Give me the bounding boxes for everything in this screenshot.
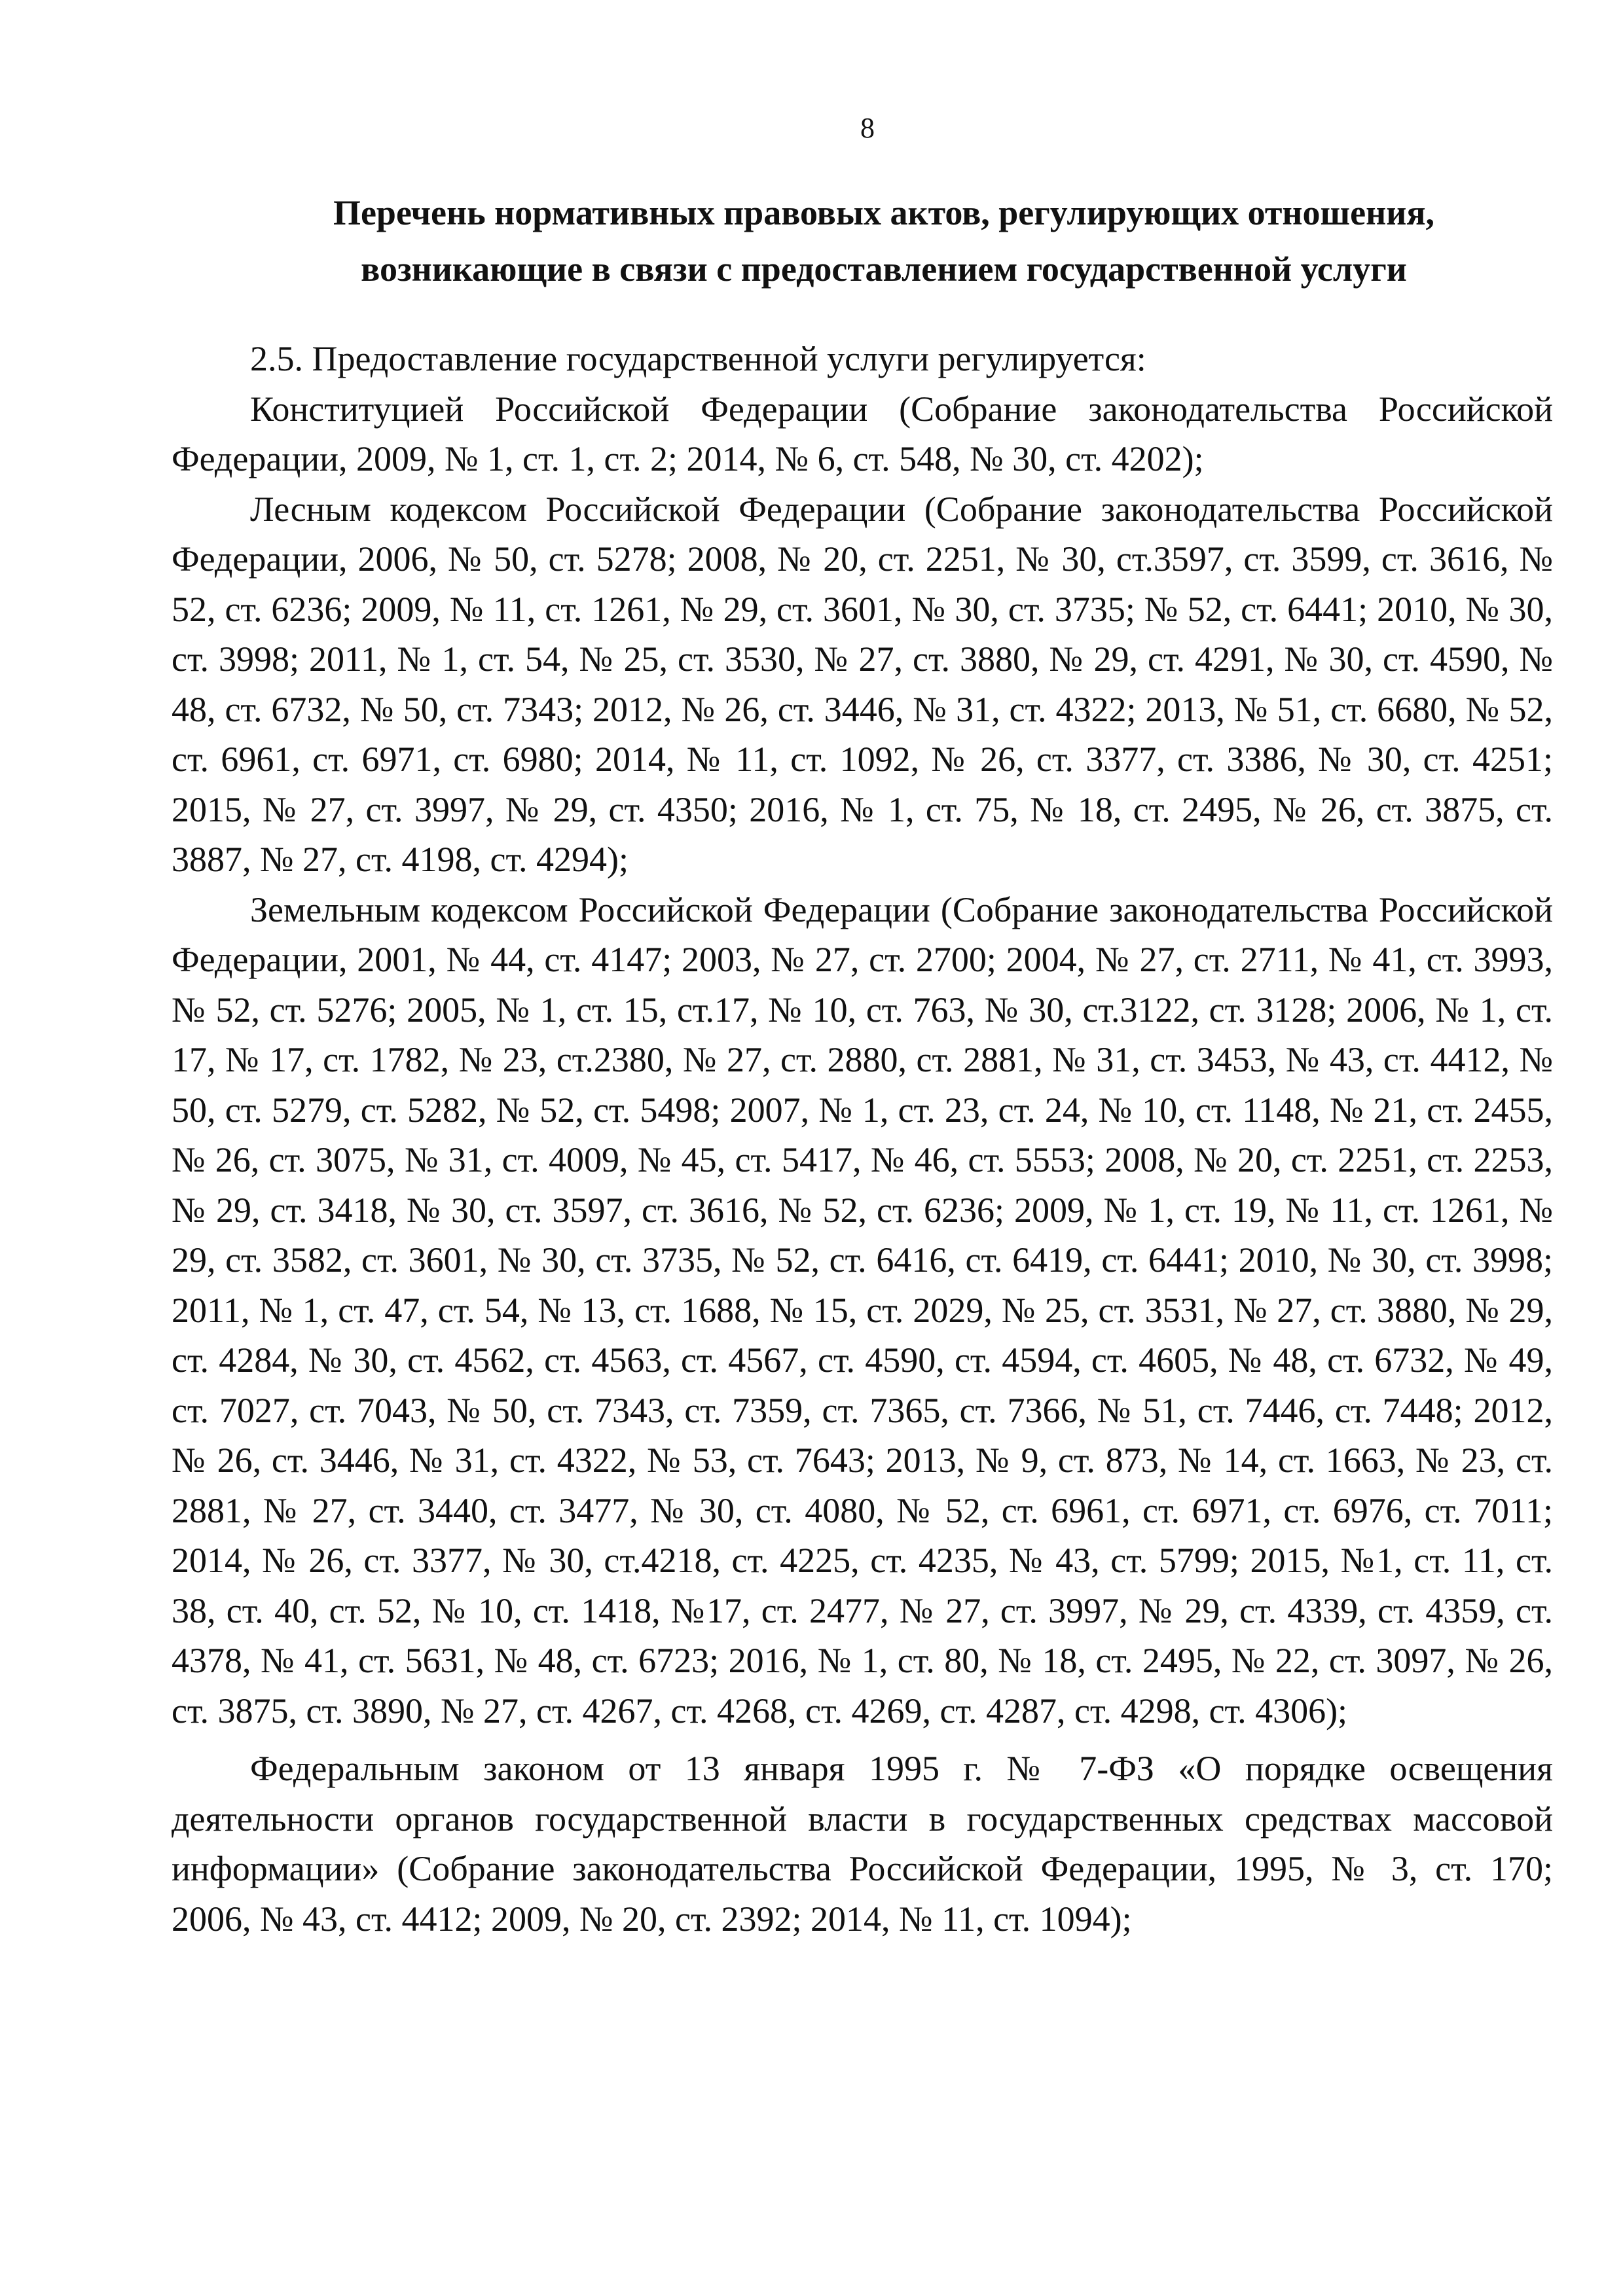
section-title-line-1: Перечень нормативных правовых актов, регулирующих отношения, <box>333 193 1435 232</box>
section-title-line-2: возникающие в связи с предоставлением государственной услуги <box>361 249 1407 289</box>
document-body <box>172 334 1553 1944</box>
land-code-paragraph: Земельным кодексом Российской Федерации (Собрание законодательства Российской Федерации, 2001, № 44, ст. 4147; 2003, № 27, ст. 2700; 2004, № 27, ст. 2711, № 41, ст. 3993, № 52, ст. 5276; 2005, № 1, ст. 15, ст.17, № 10, ст. 763, № 30, ст.3122, ст. 3128; 2006, № 1, ст. 17, № 17, ст. 1782, № 23, ст.2380, № 27, ст. 2880, ст. 2881, № 31, ст. 3453, № 43, ст. 4412, № 50, ст. 5279, ст. 5282, № 52, ст. 5498; 2007, № 1, ст. 23, ст. 24, № 10, ст. 1148, № 21, ст. 2455, № 26, ст. 3075, № 31, ст. 4009, № 45, ст. 5417, № 46, ст. 5553; 2008, № 20, ст. 2251, ст. 2253, № 29, ст. 3418, № 30, ст. 3597, ст. 3616, № 52, ст. 6236; 2009, № 1, ст. 19, № 11, ст. 1261, № 29, ст. 3582, ст. 3601, № 30, ст. 3735, № 52, ст. 6416, ст. 6419, ст. 6441; 2010, № 30, ст. 3998; 2011, № 1, ст. 47, ст. 54, № 13, ст. 1688, № 15, ст. 2029, № 25, ст. 3531, № 27, ст. 3880, № 29, ст. 4284, № 30, ст. 4562, ст. 4563, ст. 4567, ст. 4590, ст. 4594, ст. 4605, № 48, ст. 6732, № 49, ст. 7027, ст. 7043, № 50, ст. 7343, ст. 7359, ст. 7365, ст. 7366, № 51, ст. 7446, ст. 7448; 2012, № 26, ст. 3446, № 31, ст. 4322, № 53, ст. 7643; 2013, № 9, ст. 873, № 14, ст. 1663, № 23, ст. 2881, № 27, ст. 3440, ст. 3477, № 30, ст. 4080, № 52, ст. 6961, ст. 6971, ст. 6976, ст. 7011; 2014, № 26, ст. 3377, № 30, ст.4218, ст. 4225, ст. 4235, № 43, ст. 5799; 2015, №1, ст. 11, ст. 38, ст. 40, ст. 52, № 10, ст. 1418, №17, ст. 2477, № 27, ст. 3997, № 29, ст. 4339, ст. 4359, ст. 4378, № 41, ст. 5631, № 48, ст. 6723; 2016, № 1, ст. 80, № 18, ст. 2495, № 22, ст. 3097, № 26, ст. 3875, ст. 3890, № 27, ст. 4267, ст. 4268, ст. 4269, ст. 4287, ст. 4298, ст. 4306); <box>172 889 1553 1731</box>
section-title <box>196 185 1571 297</box>
federal-law-7fz-paragraph: Федеральным законом от 13 января 1995 г. № 7-ФЗ «О порядке освещения деятельности органов государственной власти в государственных средствах массовой информации» (Собрание законодательства Российской Федерации, 1995, № 3, ст. 170; 2006, № 43, ст. 4412; 2009, № 20, ст. 2392; 2014, № 11, ст. 1094); <box>172 1749 1553 1939</box>
intro-paragraph: 2.5. Предоставление государственной услуги регулируется: <box>250 339 1146 378</box>
page-number: 8 <box>860 112 875 144</box>
forest-code-paragraph: Лесным кодексом Российской Федерации (Собрание законодательства Российской Федерации, 2006, № 50, ст. 5278; 2008, № 20, ст. 2251, № 30, ст.3597, ст. 3599, ст. 3616, № 52, ст. 6236; 2009, № 11, ст. 1261, № 29, ст. 3601, № 30, ст. 3735; № 52, ст. 6441; 2010, № 30, ст. 3998; 2011, № 1, ст. 54, № 25, ст. 3530, № 27, ст. 3880, № 29, ст. 4291, № 30, ст. 4590, № 48, ст. 6732, № 50, ст. 7343; 2012, № 26, ст. 3446, № 31, ст. 4322; 2013, № 51, ст. 6680, № 52, ст. 6961, ст. 6971, ст. 6980; 2014, № 11, ст. 1092, № 26, ст. 3377, ст. 3386, № 30, ст. 4251; 2015, № 27, ст. 3997, № 29, ст. 4350; 2016, № 1, ст. 75, № 18, ст. 2495, № 26, ст. 3875, ст. 3887, № 27, ст. 4198, ст. 4294); <box>172 489 1553 879</box>
constitution-paragraph: Конституцией Российской Федерации (Собрание законодательства Российской Федерации, 2009, № 1, ст. 1, ст. 2; 2014, № 6, ст. 548, № 30, ст. 4202); <box>172 389 1553 478</box>
